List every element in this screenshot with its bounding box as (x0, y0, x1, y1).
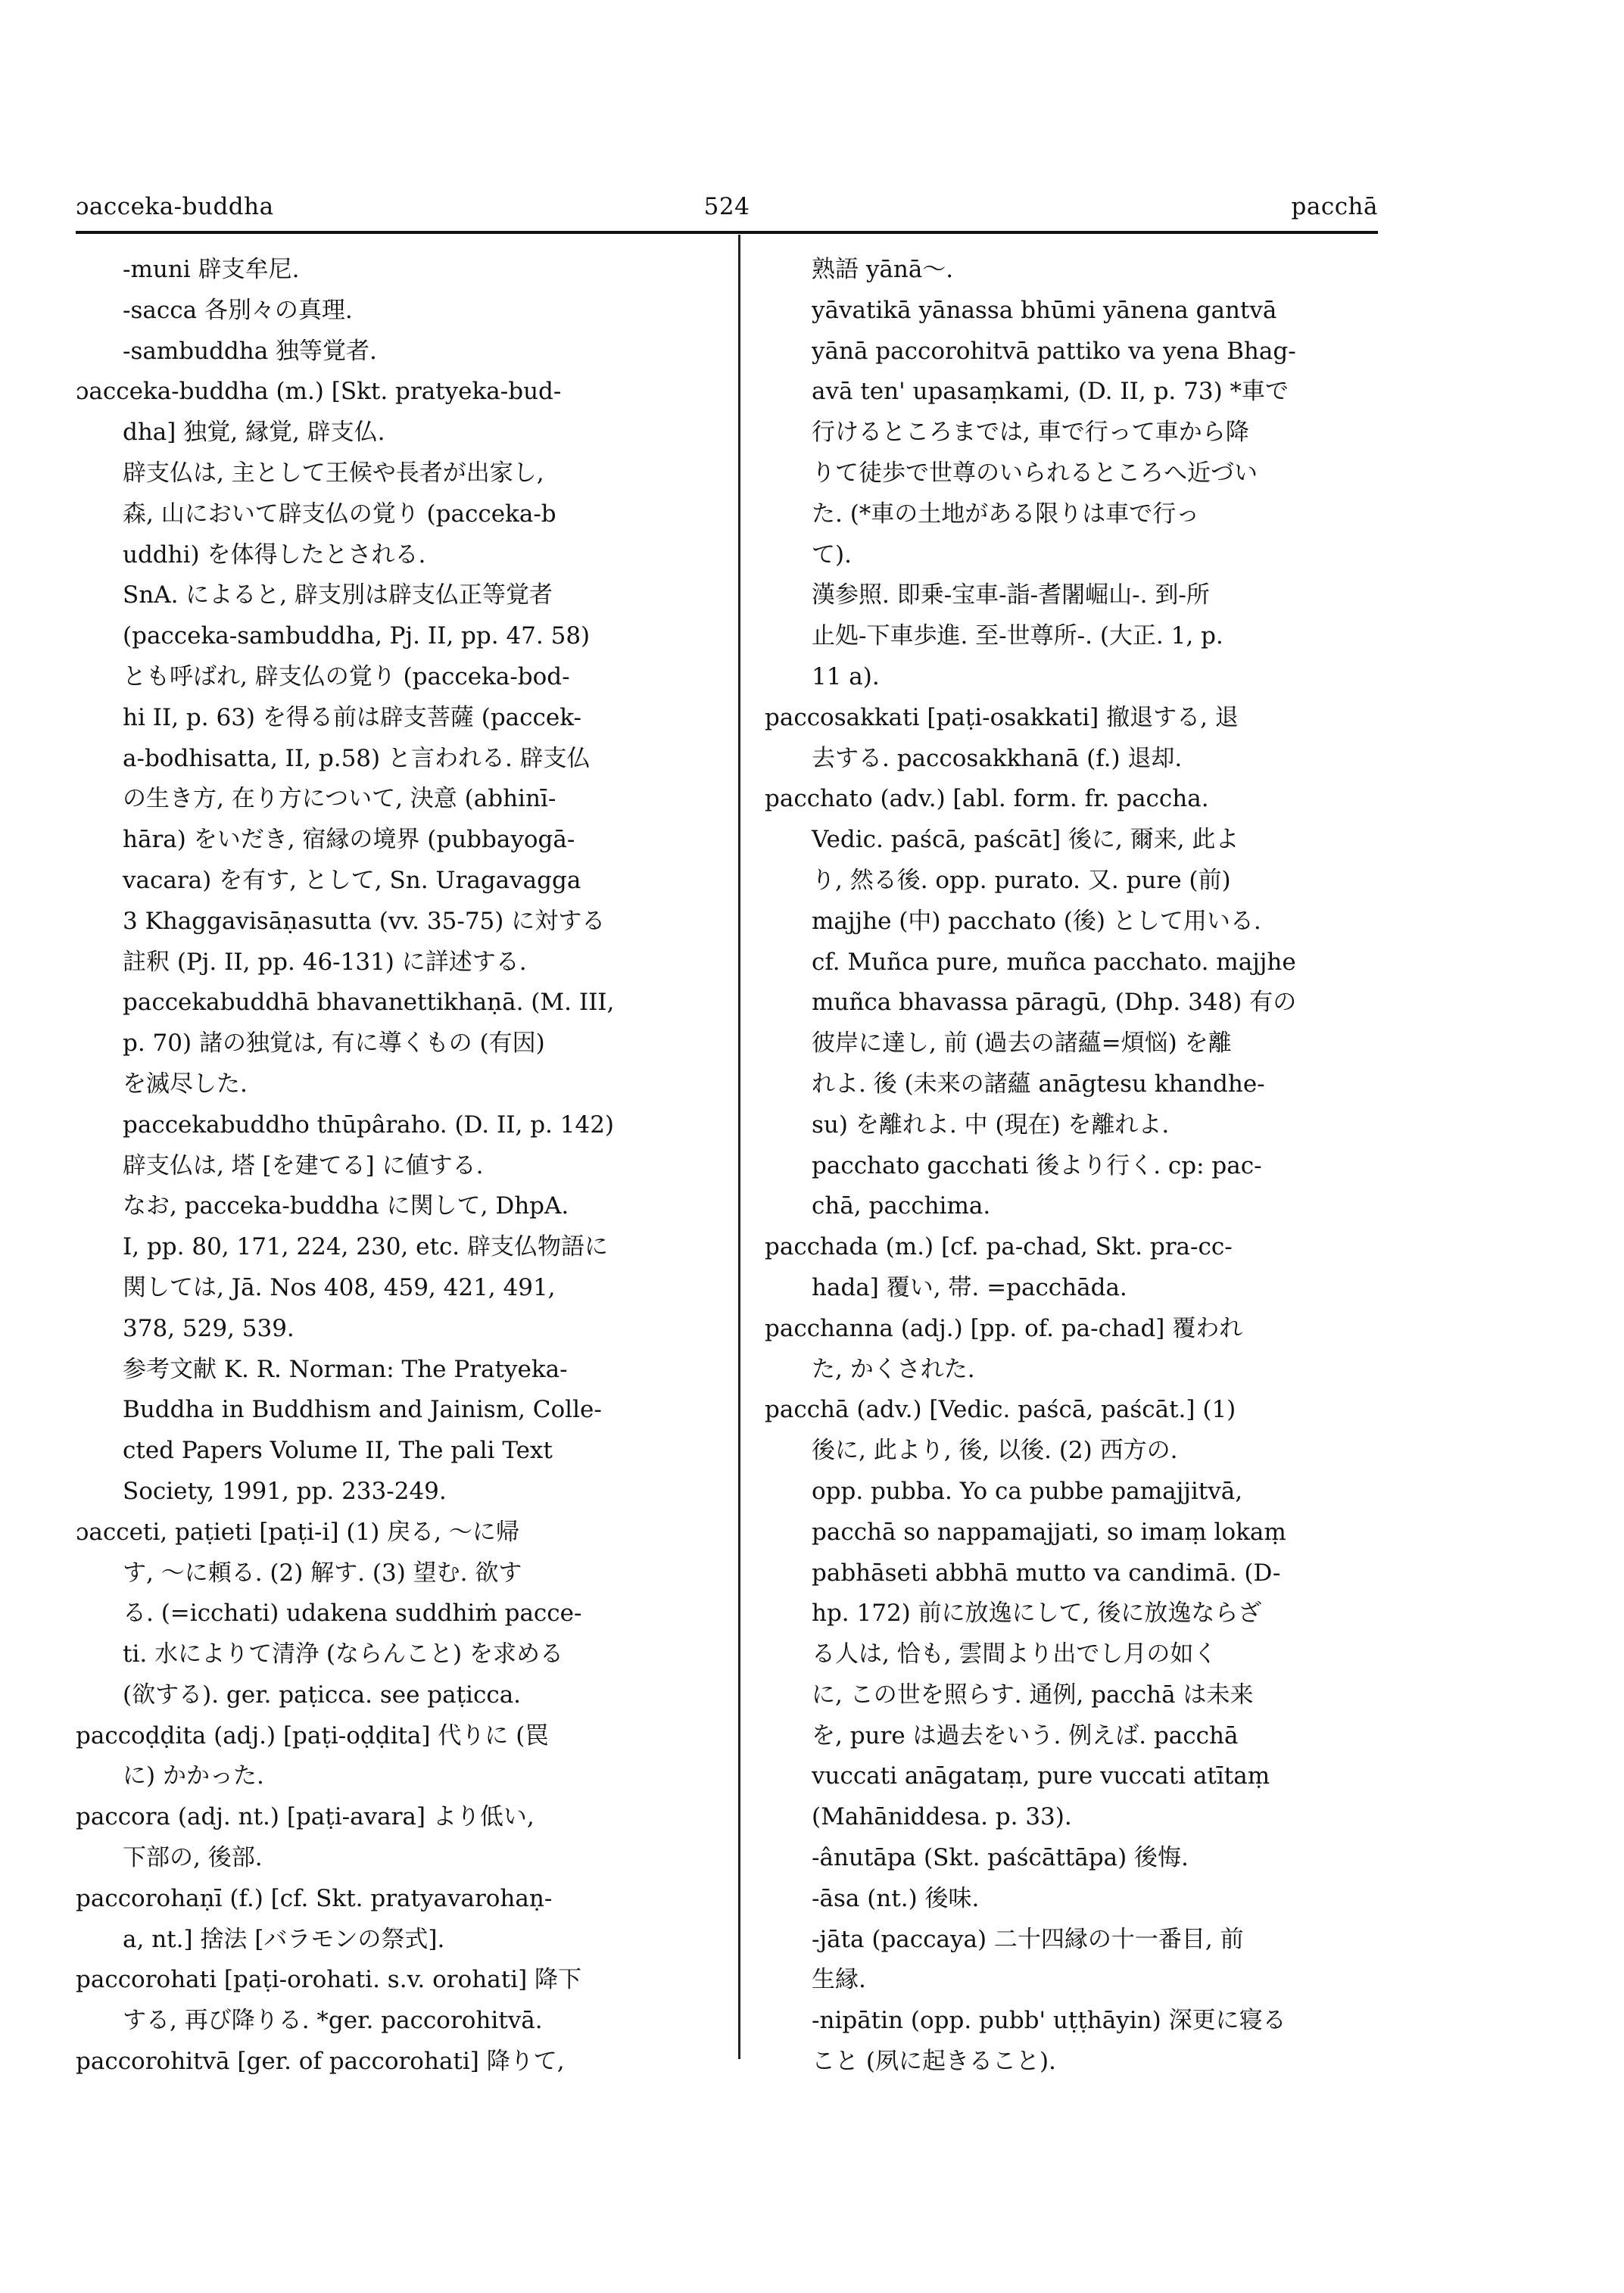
left-column (76, 250, 727, 2083)
entry-line: majjhe (中) pacchato (後) として用いる. (812, 907, 1261, 935)
entry-line: 関しては, Jā. Nos 408, 459, 421, 491, (123, 1273, 556, 1301)
entry-line: する, 再び降りる. *ger. paccorohitvā. (123, 2007, 543, 2035)
entry-line: とも呼ばれ, 辟支仏の覚り (pacceka-bod- (123, 662, 570, 690)
entry-line: 11 a). (812, 662, 880, 690)
entry-line: 3 Khaggavisāṇasutta (vv. 35-75) に対する (123, 907, 606, 935)
entry-line: を, pure は過去をいう. 例えば. pacchā (812, 1721, 1239, 1749)
entry-line: p. 70) 諸の独覚は, 有に導くもの (有因) (123, 1030, 545, 1058)
entry-headword-line: paccorohitvā [ger. of paccorohati] 降りて, (76, 2048, 565, 2076)
entry-line: 辟支仏は, 塔 [を建てる] に値する. (123, 1151, 484, 1179)
entry-headword-line: paccora (adj. nt.) [paṭi-avara] より低い, (76, 1803, 535, 1831)
entry-line: り, 然る後. opp. purato. 又. pure (前) (812, 866, 1231, 894)
entry-line: -nipātin (opp. pubb' uṭṭhāyin) 深更に寝る (812, 2007, 1286, 2035)
entry-line: ti. 水によりて清浄 (ならんこと) を求める (123, 1640, 563, 1668)
column-divider (738, 235, 740, 2059)
entry-line: 378, 529, 539. (123, 1314, 295, 1342)
entry-line: 彼岸に達し, 前 (過去の諸蘊=煩悩) を離 (812, 1030, 1232, 1058)
entry-line: opp. pubba. Yo ca pubbe pamajjitvā, (812, 1477, 1243, 1505)
right-column (765, 250, 1386, 2083)
entry-line: su) を離れよ. 中 (現在) を離れよ. (812, 1111, 1170, 1139)
entry-line: (pacceka-sambuddha, Pj. II, pp. 47. 58) (123, 622, 591, 650)
entry-line: pacchato gacchati 後より行く. cp: pac- (812, 1151, 1262, 1179)
entry-headword-line: pacchā (adv.) [Vedic. paścā, paścāt.] (1) (765, 1396, 1236, 1424)
entry-line: chā, pacchima. (812, 1192, 991, 1220)
entry-line: 参考文献 K. R. Norman: The Pratyeka- (123, 1355, 568, 1383)
entry-line: cf. Muñca pure, muñca pacchato. majjhe (812, 948, 1296, 976)
entry-line: 去する. paccosakkhanā (f.) 退却. (812, 744, 1183, 772)
entry-line: に, この世を照らす. 通例, pacchā は未来 (812, 1681, 1254, 1709)
entry-line: Vedic. paścā, paścāt] 後に, 爾来, 此よ (812, 826, 1239, 854)
entry-line: hi II, p. 63) を得る前は辟支菩薩 (paccek- (123, 703, 581, 731)
entry-line: りて徒歩で世尊のいられるところへ近づい (812, 459, 1258, 487)
entry-headword-line: pacchanna (adj.) [pp. of. pa-chad] 覆われ (765, 1314, 1243, 1342)
entry-line: に) かかった. (123, 1762, 264, 1790)
entry-line: hāra) をいだき, 宿縁の境界 (pubbayogā- (123, 826, 575, 854)
entry-headword-line: ɔacceti, paṭieti [paṭi-i] (1) 戻る, ～に帰 (76, 1518, 519, 1546)
entry-line: Buddha in Buddhism and Jainism, Colle- (123, 1396, 602, 1424)
entry-line: 漢参照. 即乗-宝車-詣-耆闍崛山-. 到-所 (812, 581, 1210, 609)
entry-line: I, pp. 80, 171, 224, 230, etc. 辟支仏物語に (123, 1233, 609, 1261)
entry-line: hp. 172) 前に放逸にして, 後に放逸ならざ (812, 1600, 1262, 1628)
entry-line: 森, 山において辟支仏の覚り (pacceka-b (123, 500, 556, 528)
entry-headword-line: paccoḍḍita (adj.) [paṭi-oḍḍita] 代りに (罠 (76, 1721, 549, 1749)
entry-line: muñca bhavassa pāragū, (Dhp. 348) 有の (812, 989, 1297, 1017)
entry-line: -sacca 各別々の真理. (123, 296, 353, 324)
entry-line: -āsa (nt.) 後味. (812, 1884, 980, 1912)
entry-line: る. (=icchati) udakena suddhiṁ pacce- (123, 1600, 582, 1628)
entry-line: -ânutāpa (Skt. paścāttāpa) 後悔. (812, 1844, 1189, 1872)
entry-line: の生き方, 在り方について, 決意 (abhinī- (123, 785, 556, 813)
entry-line: (欲する). ger. paṭicca. see paṭicca. (123, 1681, 522, 1709)
entry-line: pacchā so nappamajjati, so imaṃ lokaṃ (812, 1518, 1286, 1546)
entry-line: た, かくされた. (812, 1355, 975, 1383)
entry-line: yāvatikā yānassa bhūmi yānena gantvā (812, 296, 1277, 324)
entry-line: 辟支仏は, 主として王候や長者が出家し, (123, 459, 544, 487)
entry-line: yānā paccorohitvā pattiko va yena Bhag- (812, 337, 1296, 365)
entry-headword-line: paccorohati [paṭi-orohati. s.v. orohati] 降下 (76, 1966, 582, 1994)
entry-line: dha] 独覚, 縁覚, 辟支仏. (123, 419, 385, 447)
entry-line: vacara) を有す, として, Sn. Uragavagga (123, 866, 581, 894)
entry-line: SnA. によると, 辟支別は辟支仏正等覚者 (123, 581, 553, 609)
entry-line: avā ten' upasaṃkami, (D. II, p. 73) *車で (812, 378, 1289, 406)
entry-line: こと (夙に起きること). (812, 2048, 1056, 2076)
page-number: 524 (703, 193, 750, 220)
entry-line: 後に, 此より, 後, 以後. (2) 西方の. (812, 1437, 1178, 1465)
entry-line: -jāta (paccaya) 二十四縁の十一番目, 前 (812, 1925, 1244, 1953)
entry-line: 熟語 yānā～. (812, 256, 954, 283)
entry-line: pabhāseti abbhā mutto va candimā. (D- (812, 1559, 1281, 1587)
entry-line: -muni 辟支牟尼. (123, 256, 300, 283)
entry-line: 生縁. (812, 1966, 866, 1994)
entry-headword-line: pacchada (m.) [cf. pa-chad, Skt. pra-cc- (765, 1233, 1233, 1261)
entry-line: (Mahāniddesa. p. 33). (812, 1803, 1072, 1831)
entry-headword-line: paccosakkati [paṭi-osakkati] 撤退する, 退 (765, 703, 1239, 731)
entry-line: paccekabuddho thūpâraho. (D. II, p. 142) (123, 1111, 615, 1139)
entry-line: paccekabuddhā bhavanettikhaṇā. (M. III, (123, 989, 615, 1017)
entry-line: を滅尽した. (123, 1070, 248, 1098)
running-head-right: pacchā (1291, 193, 1378, 220)
entry-line: a, nt.] 捨法 [バラモンの祭式]. (123, 1925, 445, 1953)
entry-line: Society, 1991, pp. 233-249. (123, 1477, 447, 1505)
entry-line: て). (812, 541, 852, 569)
entry-line: 註釈 (Pj. II, pp. 46-131) に詳述する. (123, 948, 527, 976)
entry-line: た. (*車の土地がある限りは車で行っ (812, 500, 1200, 528)
entry-headword-line: paccorohaṇī (f.) [cf. Skt. pratyavarohaṇ- (76, 1884, 553, 1912)
entry-line: hada] 覆い, 帯. =pacchāda. (812, 1273, 1127, 1301)
entry-line: a-bodhisatta, II, p.58) と言われる. 辟支仏 (123, 744, 591, 772)
page-header (76, 193, 1378, 231)
running-head-left: ɔacceka-buddha (76, 193, 274, 220)
entry-line: -sambuddha 独等覚者. (123, 337, 377, 365)
entry-line: 止処-下車歩進. 至-世尊所-. (大正. 1, p. (812, 622, 1223, 650)
entry-line: なお, pacceka-buddha に関して, DhpA. (123, 1192, 569, 1220)
entry-line: uddhi) を体得したとされる. (123, 541, 426, 569)
entry-headword-line: ɔacceka-buddha (m.) [Skt. pratyeka-bud- (76, 378, 562, 406)
entry-headword-line: pacchato (adv.) [abl. form. fr. paccha. (765, 785, 1209, 813)
entry-line: cted Papers Volume II, The pali Text (123, 1437, 553, 1465)
entry-line: 行けるところまでは, 車で行って車から降 (812, 419, 1249, 447)
entry-line: す, ～に頼る. (2) 解す. (3) 望む. 欲す (123, 1559, 522, 1587)
entry-line: vuccati anāgataṃ, pure vuccati atītaṃ (812, 1762, 1270, 1790)
entry-line: 下部の, 後部. (123, 1844, 263, 1872)
entry-line: る人は, 恰も, 雲間より出でし月の如く (812, 1640, 1217, 1668)
entry-line: れよ. 後 (未来の諸蘊 anāgtesu khandhe- (812, 1070, 1265, 1098)
header-rule (76, 231, 1378, 234)
